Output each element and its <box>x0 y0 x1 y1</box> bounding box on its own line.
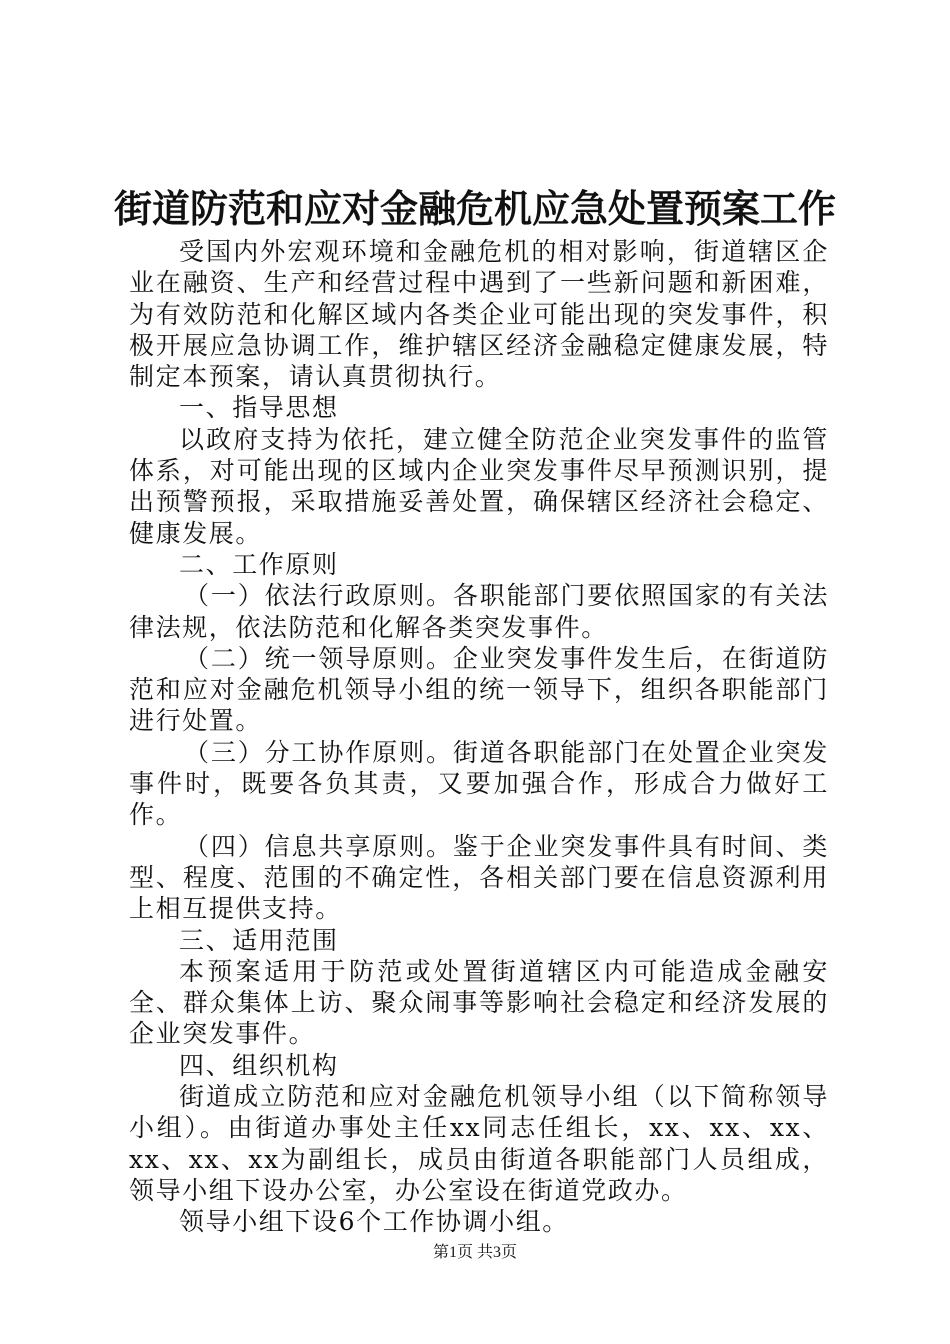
organization-paragraph: 街道成立防范和应对金融危机领导小组（以下简称领导小组）。由街道办事处主任xx同志任组长，xx、xx、xx、xx、xx、xx为副组长，成员由街道各职能部门人员组成，领导小组下设办公室，办公室设在街道党政办。 <box>129 1082 829 1205</box>
page-indicator: 第1页 共3页 <box>432 1244 517 1261</box>
principle-2-paragraph: （二）统一领导原则。企业突发事件发生后，在街道防范和应对金融危机领导小组的统一领导下，组织各职能部门进行处置。 <box>129 643 829 736</box>
intro-paragraph: 受国内外宏观环境和金融危机的相对影响，街道辖区企业在融资、生产和经营过程中遇到了一些新问题和新困难，为有效防范和化解区域内各类企业可能出现的突发事件，积极开展应急协调工作，维护辖区经济金融稳定健康发展，特制定本预案，请认真贯彻执行。 <box>129 237 829 392</box>
principle-1-paragraph: （一）依法行政原则。各职能部门要依照国家的有关法律法规，依法防范和化解各类突发事件。 <box>129 581 829 642</box>
section-heading-guiding-ideology: 一、指导思想 <box>179 393 339 423</box>
section-heading-organization: 四、组织机构 <box>179 1050 339 1080</box>
document-title: 街道防范和应对金融危机应急处置预案工作 <box>113 186 836 231</box>
scope-paragraph: 本预案适用于防范或处置街道辖区内可能造成金融安全、群众集体上访、聚众闹事等影响社会稳定和经济发展的企业突发事件。 <box>129 956 829 1049</box>
document-body <box>129 236 829 1238</box>
principle-4-paragraph: （四）信息共享原则。鉴于企业突发事件具有时间、类型、程度、范围的不确定性，各相关部门要在信息资源利用上相互提供支持。 <box>129 831 829 924</box>
section-heading-work-principles: 二、工作原则 <box>179 549 339 579</box>
section-heading-scope: 三、适用范围 <box>179 925 339 955</box>
principle-3-paragraph: （三）分工协作原则。街道各职能部门在处置企业突发事件时，既要各负其责，又要加强合作，形成合力做好工作。 <box>129 737 829 830</box>
work-groups-paragraph: 领导小组下设6个工作协调小组。 <box>179 1207 569 1237</box>
guiding-ideology-paragraph: 以政府支持为依托，建立健全防范企业突发事件的监管体系，对可能出现的区域内企业突发事件尽早预测识别，提出预警预报，采取措施妥善处置，确保辖区经济社会稳定、健康发展。 <box>129 424 829 548</box>
